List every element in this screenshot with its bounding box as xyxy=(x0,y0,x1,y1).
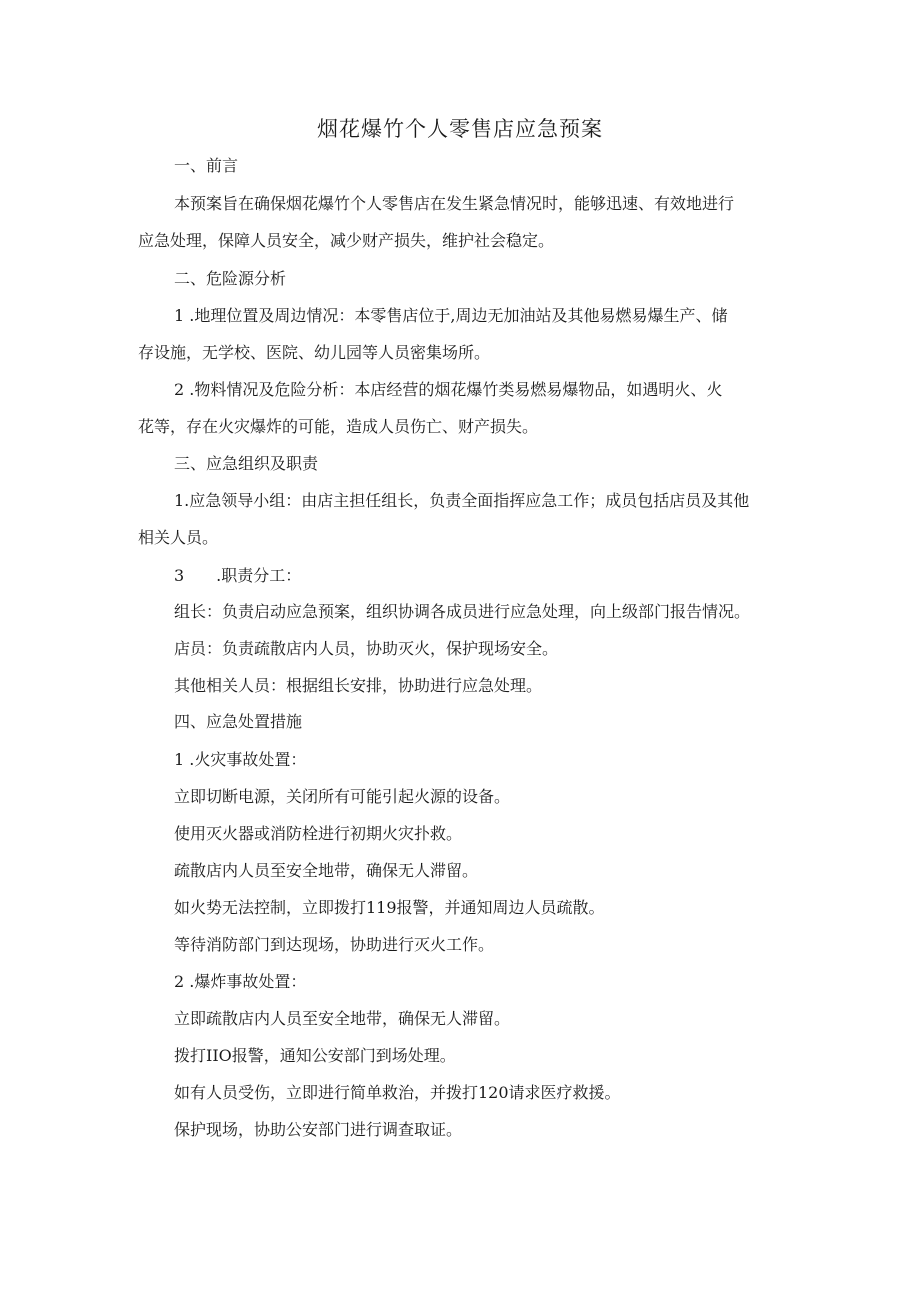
paragraph-line: 本预案旨在确保烟花爆竹个人零售店在发生紧急情况时，能够迅速、有效地进行 xyxy=(174,194,735,213)
paragraph-line: 立即切断电源，关闭所有可能引起火源的设备。 xyxy=(174,787,511,806)
paragraph-line: 应急处理，保障人员安全，减少财产损失，维护社会稳定。 xyxy=(138,231,555,250)
paragraph-line: 店员：负责疏散店内人员，协助灭火，保护现场安全。 xyxy=(174,639,559,658)
paragraph-line: 相关人员。 xyxy=(138,528,219,547)
paragraph-line: 1 .火灾事故处置： xyxy=(174,750,307,769)
paragraph-line: 花等，存在火灾爆炸的可能，造成人员伤亡、财产损失。 xyxy=(138,417,539,436)
paragraph-line: 其他相关人员：根据组长安排，协助进行应急处理。 xyxy=(174,676,543,695)
section-heading-organization: 三、应急组织及职责 xyxy=(174,454,319,473)
paragraph-line: 3 .职责分工： xyxy=(174,566,302,585)
paragraph-line: 如有人员受伤，立即进行简单救治，并拨打120请求医疗救援。 xyxy=(174,1083,621,1102)
paragraph-line: 如火势无法控制，立即拨打119报警，并通知周边人员疏散。 xyxy=(174,898,605,917)
section-heading-hazard: 二、危险源分析 xyxy=(174,269,287,288)
paragraph-line: 使用灭火器或消防栓进行初期火灾扑救。 xyxy=(174,824,463,843)
section-heading-measures: 四、应急处置措施 xyxy=(174,712,303,731)
paragraph-line: 2 .物料情况及危险分析：本店经营的烟花爆竹类易燃易爆物品，如遇明火、火 xyxy=(174,380,723,399)
paragraph-line: 组长：负责启动应急预案，组织协调各成员进行应急处理，向上级部门报告情况。 xyxy=(174,602,751,621)
paragraph-line: 1.应急领导小组：由店主担任组长，负责全面指挥应急工作；成员包括店员及其他 xyxy=(174,491,750,510)
paragraph-line: 保护现场，协助公安部门进行调查取证。 xyxy=(174,1120,463,1139)
section-heading-preface: 一、前言 xyxy=(174,156,239,175)
paragraph-line: 2 .爆炸事故处置： xyxy=(174,972,307,991)
paragraph-line: 存设施，无学校、医院、幼儿园等人员密集场所。 xyxy=(138,343,491,362)
paragraph-line: 等待消防部门到达现场，协助进行灭火工作。 xyxy=(174,935,495,954)
paragraph-line: 疏散店内人员至安全地带，确保无人滞留。 xyxy=(174,861,479,880)
paragraph-line: 1 .地理位置及周边情况：本零售店位于,周边无加油站及其他易燃易爆生产、储 xyxy=(174,306,728,325)
paragraph-line: 拨打IIO报警，通知公安部门到场处理。 xyxy=(174,1046,456,1065)
paragraph-line: 立即疏散店内人员至安全地带，确保无人滞留。 xyxy=(174,1009,511,1028)
document-title: 烟花爆竹个人零售店应急预案 xyxy=(317,117,603,141)
